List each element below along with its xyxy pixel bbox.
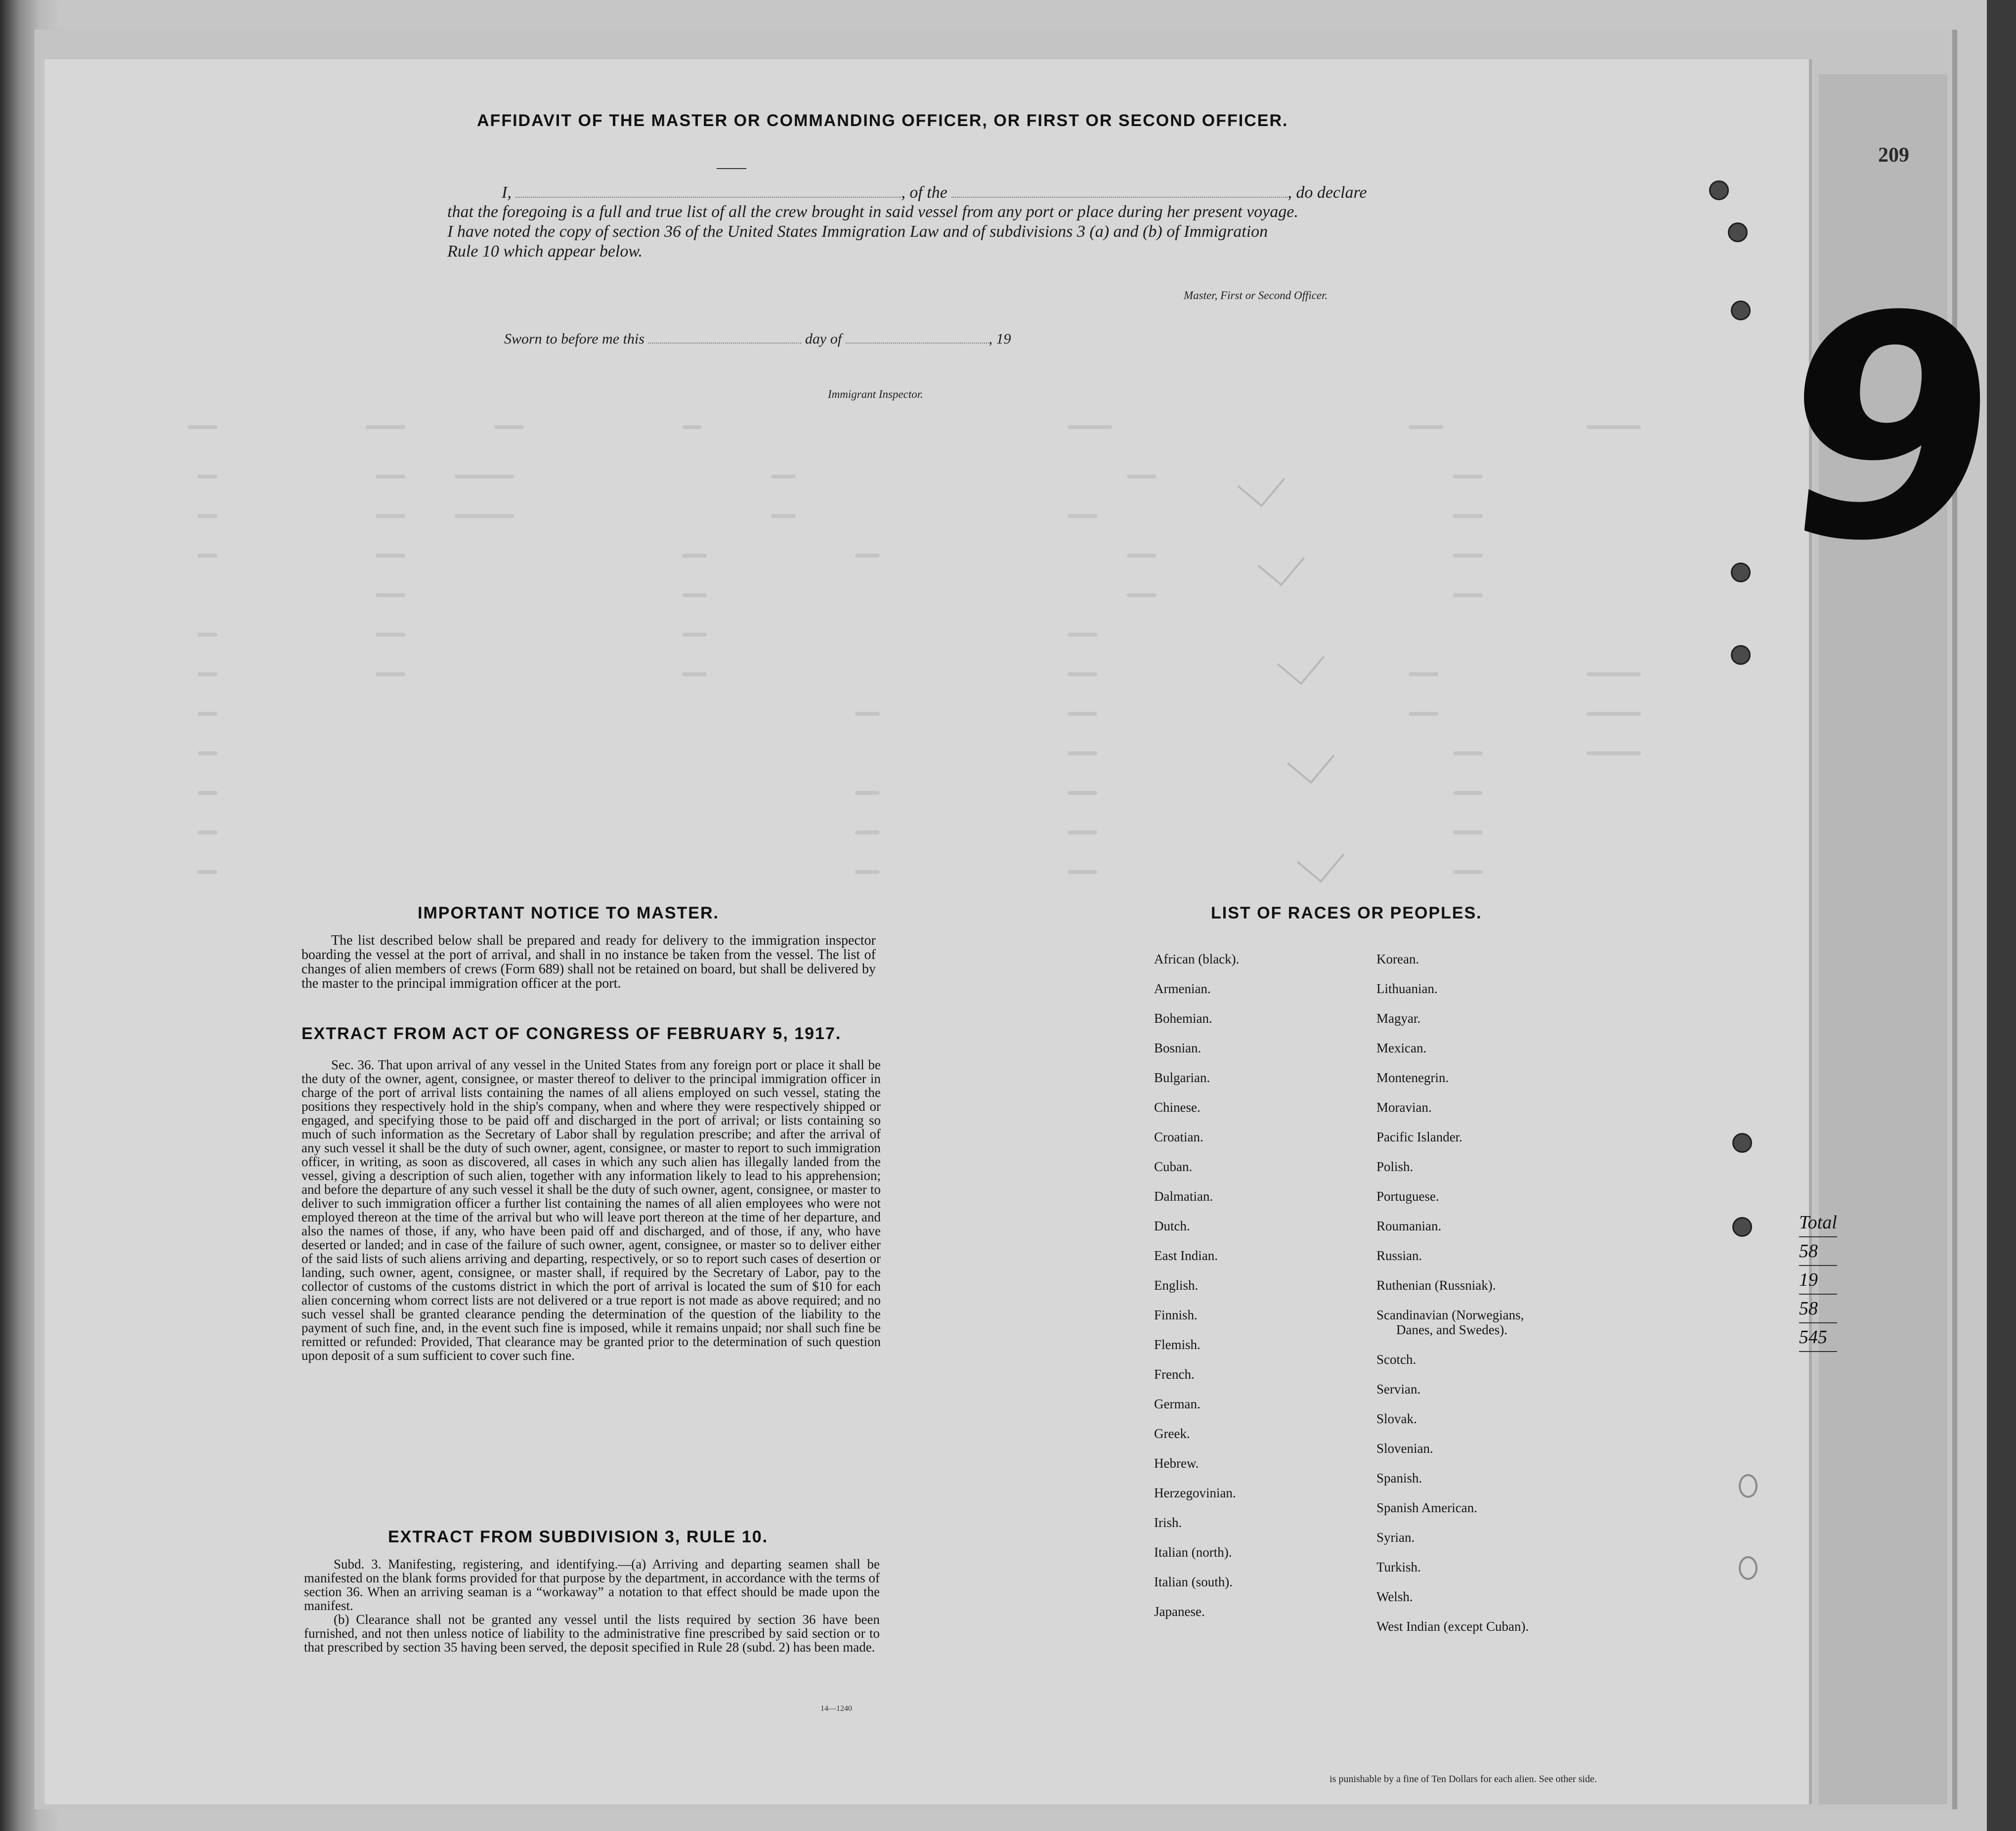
race-item: Scotch. [1376, 1352, 1416, 1367]
race-item: Croatian. [1154, 1130, 1203, 1144]
totals-value: 545 [1799, 1323, 1837, 1352]
binder-ring [1739, 1474, 1758, 1498]
race-item: Polish. [1376, 1159, 1414, 1174]
race-item: Lithuanian. [1376, 981, 1438, 996]
race-item: Russian. [1376, 1248, 1422, 1263]
binder-hole [1732, 1217, 1752, 1237]
binder-hole [1731, 301, 1751, 320]
act-extract-heading: EXTRACT FROM ACT OF CONGRESS OF FEBRUARY 5, 1917. [301, 1024, 842, 1043]
race-item: Bulgarian. [1154, 1070, 1210, 1085]
race-item: Italian (north). [1154, 1545, 1232, 1560]
totals-value: 58 [1799, 1295, 1837, 1323]
race-item: Irish. [1154, 1515, 1182, 1530]
name-blank[interactable] [515, 183, 901, 198]
races-column-2 [1376, 944, 1529, 1641]
race-item: Herzegovinian. [1154, 1485, 1236, 1500]
race-item: German. [1154, 1396, 1201, 1411]
rule-extract-text-b: (b) Clearance shall not be granted any vessel until the lists required by section 36 have been furnished, and not then unless notice of liability to the administrative fine prescribed by said section or to that prescribed by section 35 having been served, the deposit specified in Rule 28 (subd. 2) has been made. [304, 1612, 880, 1655]
race-item: West Indian (except Cuban). [1376, 1619, 1529, 1634]
race-item: Montenegrin. [1376, 1070, 1449, 1085]
races-heading: LIST OF RACES OR PEOPLES. [1211, 904, 1482, 922]
race-item: Portuguese. [1376, 1189, 1439, 1204]
race-item: Syrian. [1376, 1530, 1415, 1545]
totals-value: 58 [1799, 1237, 1837, 1266]
rule-extract-text-block [304, 1557, 880, 1654]
footer-note: is punishable by a fine of Ten Dollars for each alien. See other side. [1330, 1774, 1597, 1785]
affidavit-declare-label: , do declare [1287, 183, 1367, 202]
title-underline [717, 168, 746, 169]
race-item: French. [1154, 1367, 1195, 1382]
affidavit-line-1 [502, 183, 1367, 202]
race-item: Pacific Islander. [1376, 1130, 1462, 1144]
affidavit-line-4: Rule 10 which appear below. [447, 242, 643, 261]
binder-hole [1709, 180, 1729, 200]
inspector-label: Immigrant Inspector. [828, 388, 923, 400]
rule-extract-text-a: Subd. 3. Manifesting, registering, and identifying.—(a) Arriving and departing seamen shall be manifested on the blank forms provided for that purpose by the department, in accordance with the terms of section 36. When an arriving seaman is a “workaway” a notation to that effect should be made upon the manifest. [304, 1557, 880, 1613]
sworn-date-blank[interactable] [648, 329, 801, 344]
race-item: Finnish. [1154, 1308, 1198, 1322]
act-extract-text-block [301, 1058, 881, 1362]
form-code: 14—1240 [820, 1704, 852, 1713]
totals-label: Total [1799, 1209, 1837, 1237]
sworn-line [504, 329, 1011, 348]
totals-box [1799, 1209, 1837, 1352]
affidavit-line-3: I have noted the copy of section 36 of the United States Immigration Law and of subdivisions 3 (a) and (b) of Immigration [447, 222, 1268, 241]
signature-label: Master, First or Second Officer. [1184, 289, 1328, 302]
race-item: Turkish. [1376, 1560, 1421, 1574]
race-item: Dalmatian. [1154, 1189, 1213, 1204]
vessel-blank[interactable] [951, 183, 1287, 198]
binder-hole [1731, 645, 1751, 665]
affidavit-of-the-label: , of the [901, 183, 947, 202]
race-item: Ruthenian (Russniak). [1376, 1278, 1496, 1293]
race-item: Slovenian. [1376, 1441, 1433, 1456]
race-item: African (black). [1154, 952, 1240, 966]
race-item: Servian. [1376, 1382, 1421, 1396]
race-item: Korean. [1376, 952, 1419, 966]
affidavit-line-2: that the foregoing is a full and true list of all the crew brought in said vessel from any port or place during her present voyage. [447, 203, 1298, 221]
notice-heading: IMPORTANT NOTICE TO MASTER. [418, 904, 719, 922]
binder-hole [1728, 222, 1748, 242]
race-item: Dutch. [1154, 1219, 1190, 1233]
race-item: Bosnian. [1154, 1041, 1201, 1055]
race-item: Scandinavian (Norwegians, [1376, 1308, 1524, 1322]
rule-extract-heading: EXTRACT FROM SUBDIVISION 3, RULE 10. [388, 1527, 769, 1546]
race-item: Spanish American. [1376, 1500, 1477, 1515]
race-item: Mexican. [1376, 1041, 1427, 1055]
affidavit-i-label: I, [502, 183, 512, 202]
races-column-1 [1154, 944, 1239, 1626]
day-of-label: day of [805, 331, 842, 347]
sworn-label: Sworn to before me this [504, 331, 644, 347]
race-item: Welsh. [1376, 1589, 1413, 1604]
race-item: Spanish. [1376, 1471, 1422, 1485]
notice-text-block [301, 933, 876, 991]
race-item: Hebrew. [1154, 1456, 1199, 1471]
race-item: Cuban. [1154, 1159, 1193, 1174]
year-label: , 19 [988, 331, 1011, 347]
binder-hole [1732, 1133, 1752, 1153]
race-item: Japanese. [1154, 1604, 1205, 1619]
race-item: Danes, and Swedes). [1396, 1322, 1507, 1337]
race-item: English. [1154, 1278, 1199, 1293]
race-item: Armenian. [1154, 981, 1211, 996]
race-item: East Indian. [1154, 1248, 1218, 1263]
race-item: Slovak. [1376, 1411, 1417, 1426]
race-item: Bohemian. [1154, 1011, 1212, 1026]
race-item: Moravian. [1376, 1100, 1432, 1115]
race-item: Roumanian. [1376, 1219, 1442, 1233]
page-number: 209 [1878, 144, 1909, 167]
race-item: Chinese. [1154, 1100, 1201, 1115]
notice-text: The list described below shall be prepared and ready for delivery to the immigration inspector boarding the vessel at the port of arrival, and shall in no instance be taken from the vessel. The list of changes of alien members of crews (Form 689) shall not be retained on board, but shall be delivered by the master to the principal immigration officer at the port. [301, 933, 876, 991]
affidavit-title: AFFIDAVIT OF THE MASTER OR COMMANDING OFFICER, OR FIRST OR SECOND OFFICER. [477, 111, 1288, 130]
totals-value: 19 [1799, 1266, 1837, 1295]
month-blank[interactable] [846, 329, 989, 344]
race-item: Magyar. [1376, 1011, 1421, 1026]
race-item: Italian (south). [1154, 1574, 1233, 1589]
binder-ring [1739, 1556, 1758, 1580]
handwritten-number: 9 [1765, 252, 2016, 608]
binder-hole [1731, 563, 1751, 582]
race-item: Flemish. [1154, 1337, 1201, 1352]
race-item: Greek. [1154, 1426, 1190, 1441]
act-extract-text: Sec. 36. That upon arrival of any vessel in the United States from any foreign port or place it shall be the duty of the owner, agent, consignee, or master thereof to deliver to the principal immigration officer in charge of the port of arrival lists containing the names of all aliens employed on such vessel, stating the positions they respectively hold in the ship's company, when and where they were respectively shipped or engaged, and specifying those to be paid off and discharged in the port of arrival; or lists containing so much of such information as the Secretary of Labor shall by regulation prescribe; and after the arrival of any such vessel it shall be the duty of such owner, agent, consignee, or master to report to such immigration officer, in writing, as soon as discovered, all cases in which any such alien has illegally landed from the vessel, giving a description of such alien, together with any information likely to lead to his apprehension; and before the departure of any such vessel it shall be the duty of such owner, agent, consignee, or master to deliver to such immigration officer a further list containing the names of all alien employees who were not employed thereon at the time of the arrival but who will leave port thereon at the time of her departure, and also the names of those, if any, who have been paid off and discharged, and of those, if any, who have deserted or landed; and in case of the failure of such owner, agent, consignee, or master so to deliver either of the said lists of such aliens arriving and departing, respectively, or so to report such cases of desertion or landing, such owner, agent, consignee, or master shall, if required by the Secretary of Labor, pay to the collector of customs of the customs district in which the port of arrival is located the sum of $10 for each alien concerning whom correct lists are not delivered or a true report is not made as above required; and no such vessel shall be granted clearance pending the determination of the question of the liability to the payment of such fine, and, in the event such fine is imposed, while it remains unpaid; nor shall such fine be remitted or refunded: Provided, That clearance may be granted prior to the determination of such question upon deposit of a sum sufficient to cover such fine. [301, 1057, 881, 1363]
